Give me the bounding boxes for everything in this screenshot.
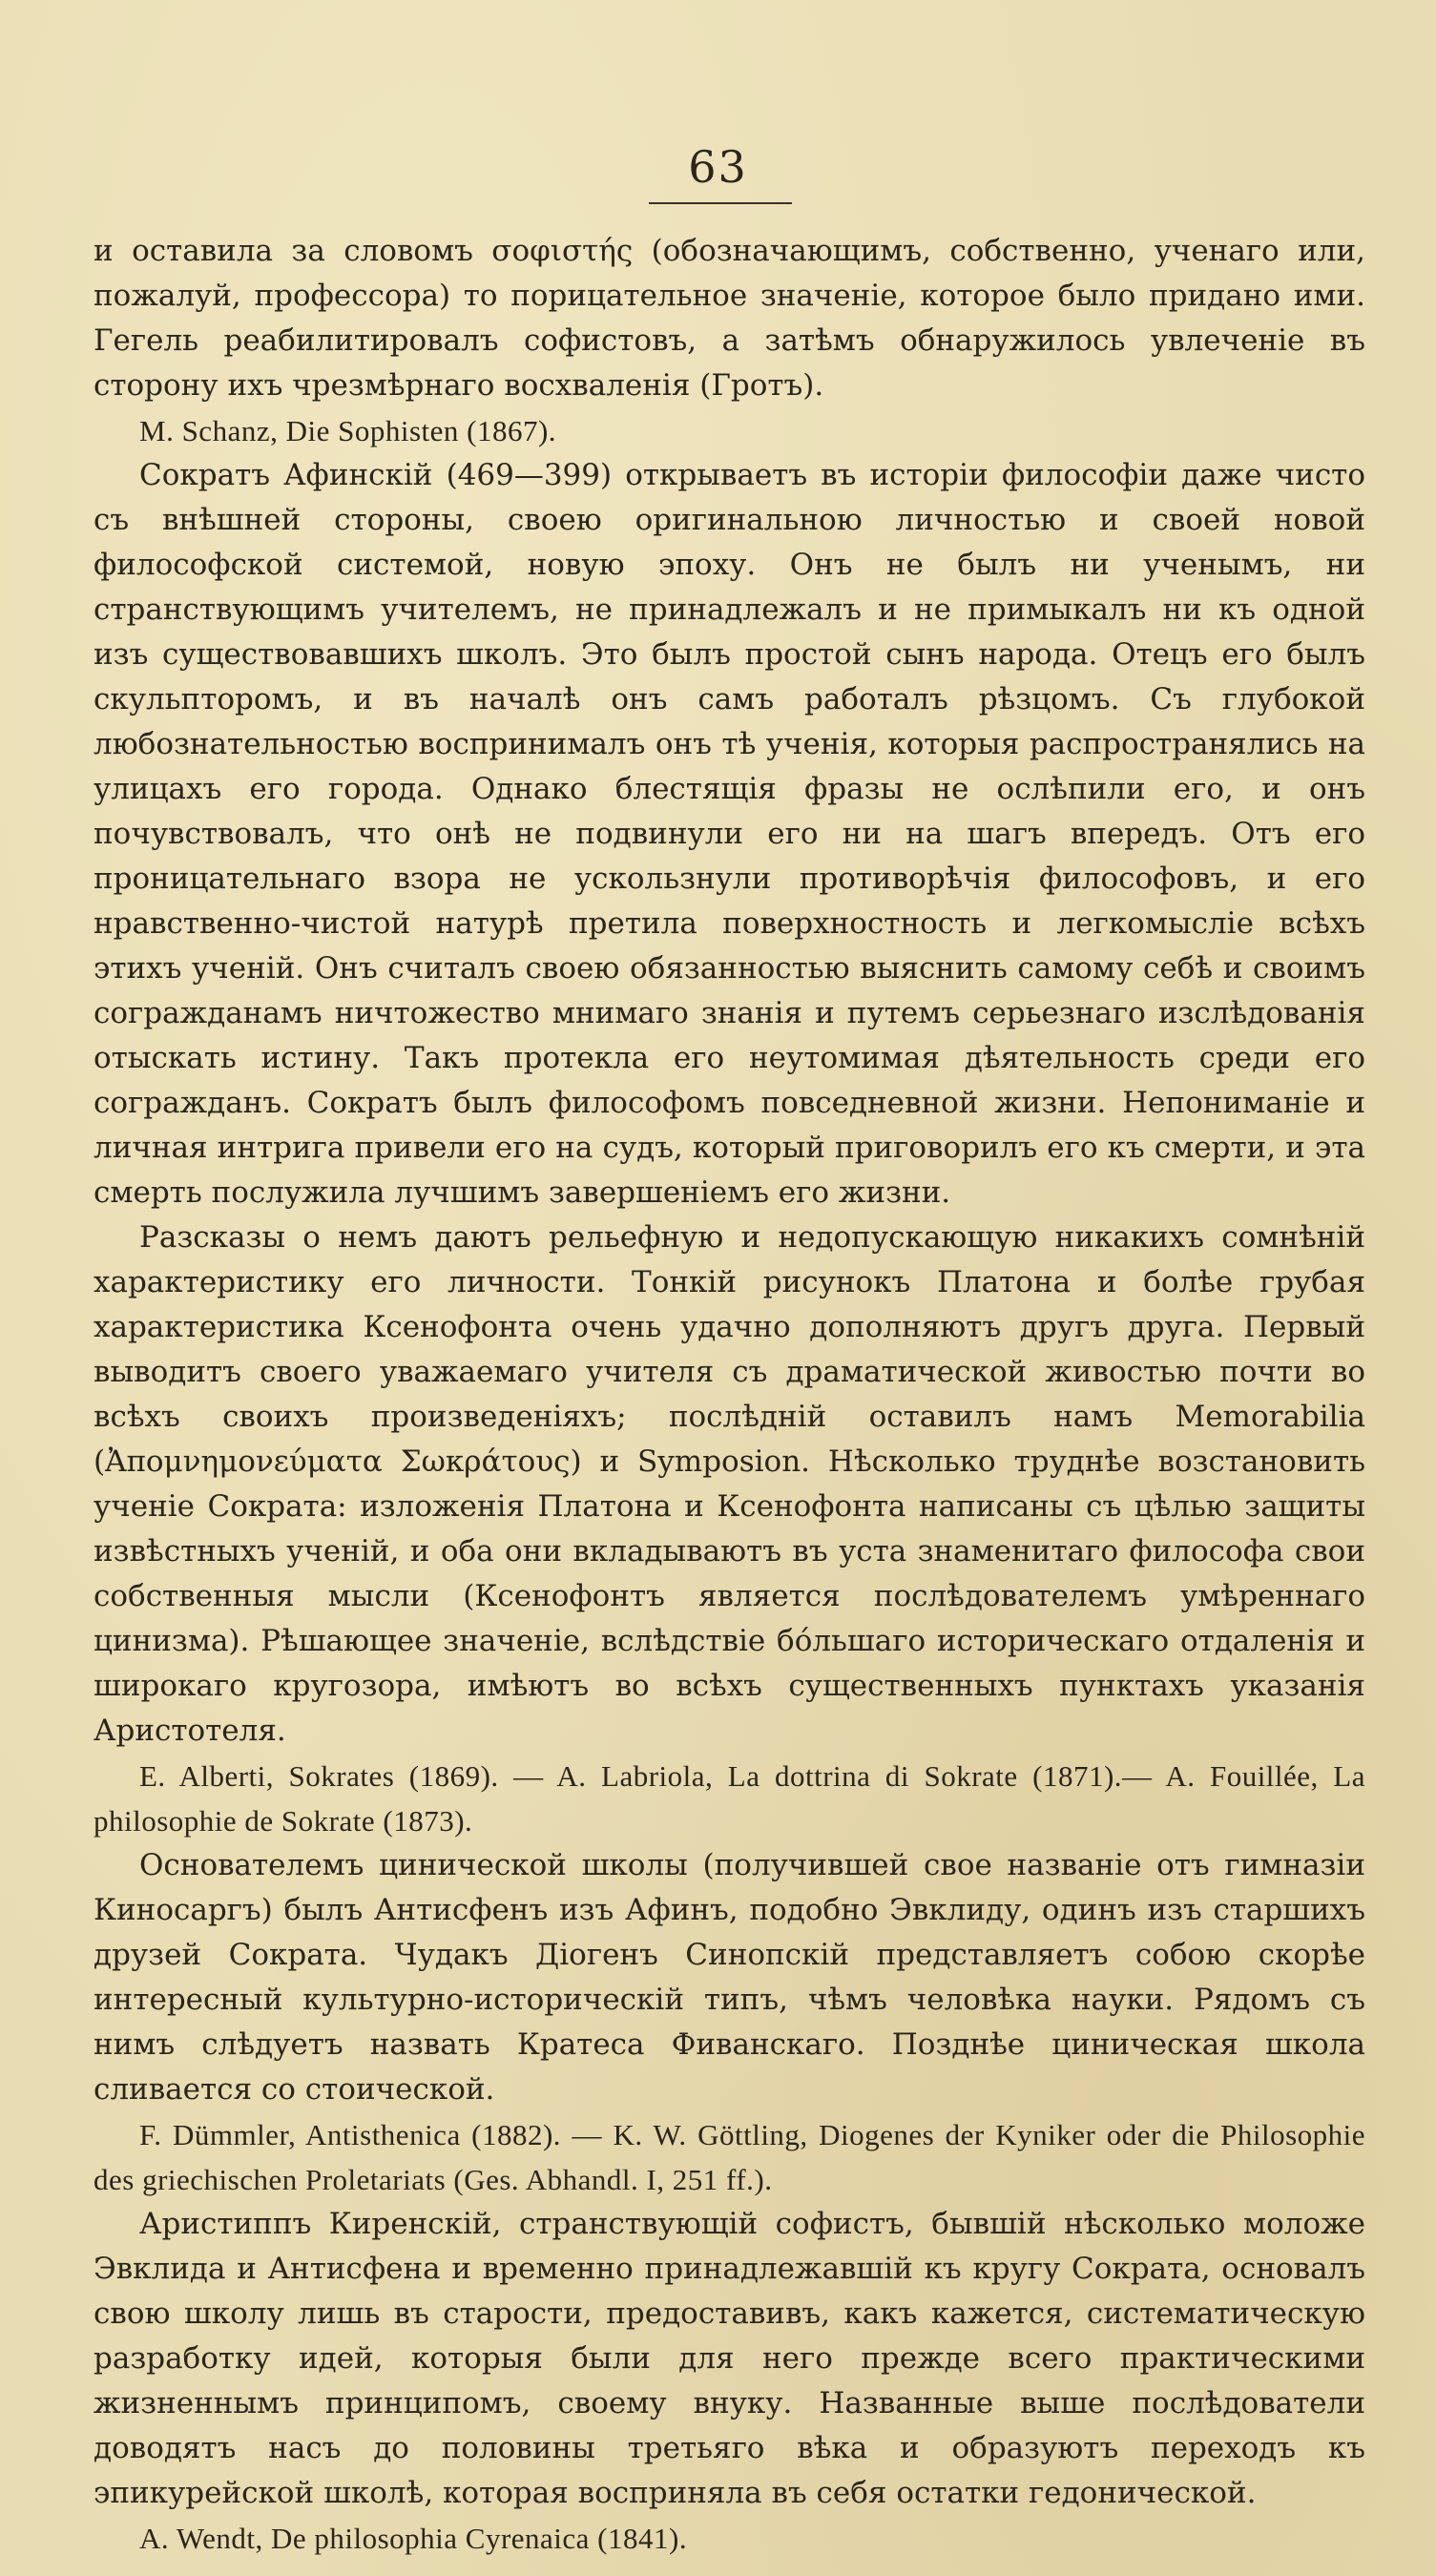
paragraph-socrates: Сократъ Афинскій (469—399) открываетъ въ исторіи философіи даже чисто съ внѣшней стороны, своею оригинальною личностью и своей новой философской системой, новую эпоху. Онъ не былъ ни ученымъ, ни странствующимъ учителемъ, не принадлежалъ и не примыкалъ ни къ одной изъ существовавшихъ школъ. Это былъ простой сынъ народа. Отецъ его былъ скульпторомъ, и въ началѣ онъ самъ работалъ рѣзцомъ. Съ глубокой любознательностью воспринималъ онъ тѣ ученія, которыя распространялись на улицахъ его города. Однако блестящія фразы не ослѣпили его, и онъ почувствовалъ, что онѣ не подвинули его ни на шагъ впередъ. Отъ его проницательнаго взора не ускользнули противорѣчія философовъ, и его нравственно-чистой натурѣ претила поверхностность и легкомысліе всѣхъ этихъ ученій. Онъ считалъ своею обязанностью выяснить самому себѣ и своимъ согражданамъ ничтожество мнимаго знанія и путемъ серьезнаго изслѣдованія отыскать истину. Такъ протекла его неутомимая дѣятельность среди его согражданъ. Сократъ былъ философомъ повседневной жизни. Непониманіе и личная интрига привели его на судъ, который приговорилъ его къ смерти, и эта смерть послужила лучшимъ завершеніемъ его жизни. [94,458,1365,1210]
paragraph-cyrenaics: Аристиппъ Киренскій, странствующій софистъ, бывшій нѣсколько моложе Эвклида и Антисфена и временно принадлежавшій къ кругу Сократа, основалъ свою школу лишь въ старости, предоставивъ, какъ кажется, систематическую разработку идей, которыя были для него прежде всего практическими жизненнымъ принципомъ, своему внуку. Названные выше послѣдователи доводятъ насъ до половины третьяго вѣка и образуютъ переходъ къ эпикурейской школѣ, которая восприняла въ себя остатки гедонической. [94,2207,1365,2510]
page-number: 63 [688,141,748,193]
paragraph-cynics: Основателемъ цинической школы (получившей свое названіе отъ гимназіи Киносаргъ) былъ Антисфенъ изъ Афинъ, подобно Эвклиду, одинъ изъ старшихъ друзей Сократа. Чудакъ Діогенъ Синопскій представляетъ собою скорѣе интересный культурно-историческій типъ, чѣмъ человѣка науки. Рядомъ съ нимъ слѣдуетъ назвать Кратеса Фиванскаго. Позднѣе циническая школа сливается со стоической. [94,1848,1365,2107]
paragraph-sophists-end: и оставила за словомъ σοφιστής (обозначающимъ, собственно, ученаго или, пожалуй, профессора) то порицательное значеніе, которое было придано ими. Гегель реабилитировалъ софистовъ, а затѣмъ обнаружилось увлеченіе въ сторону ихъ чрезмѣрнаго восхваленія (Гротъ). [94,234,1365,403]
paragraph-sources: Разсказы о немъ даютъ рельефную и недопускающую никакихъ сомнѣній характеристику его личности. Тонкій рисунокъ Платона и болѣе грубая характеристика Ксенофонта очень удачно дополняютъ другъ друга. Первый выводитъ своего уважаемаго учителя съ драматической живостью почти во всѣхъ своихъ произведеніяхъ; послѣдній оставилъ намъ Memorabilia (Ἀπομνημονεύματα Σωκράτους) и Symposion. Нѣсколько труднѣе возстановить ученіе Сократа: изложенія Платона и Ксенофонта написаны съ цѣлью защиты извѣстныхъ ученій, и оба они вкладываютъ въ уста знаменитаго философа свои собственныя мысли (Ксенофонтъ является послѣдователемъ умѣреннаго цинизма). Рѣшающее значеніе, вслѣдствіе бо́льшаго историческаго отдаленія и широкаго кругозора, имѣютъ во всѣхъ существенныхъ пунктахъ указанія Аристотеля. [94,1220,1365,1748]
page-number-rule [649,202,792,204]
bibliography-socrates: E. Alberti, Sokrates (1869). — A. Labriola, La dottrina di Sokrate (1871).— A. Fouillée, La philosophie de Sokrate (1873). [94,1759,1365,1838]
bibliography-cynics: F. Dümmler, Antisthenica (1882). — K. W. Göttling, Diogenes der Kyniker oder die Philosophie des griechischen Proletariats (Ges. Abhandl. I, 251 ff.). [94,2118,1365,2196]
text-body [94,229,1365,2561]
bibliography-schanz: M. Schanz, Die Sophisten (1867). [139,414,557,447]
bibliography-cyrenaics: A. Wendt, De philosophia Cyrenaica (1841). [139,2522,688,2555]
